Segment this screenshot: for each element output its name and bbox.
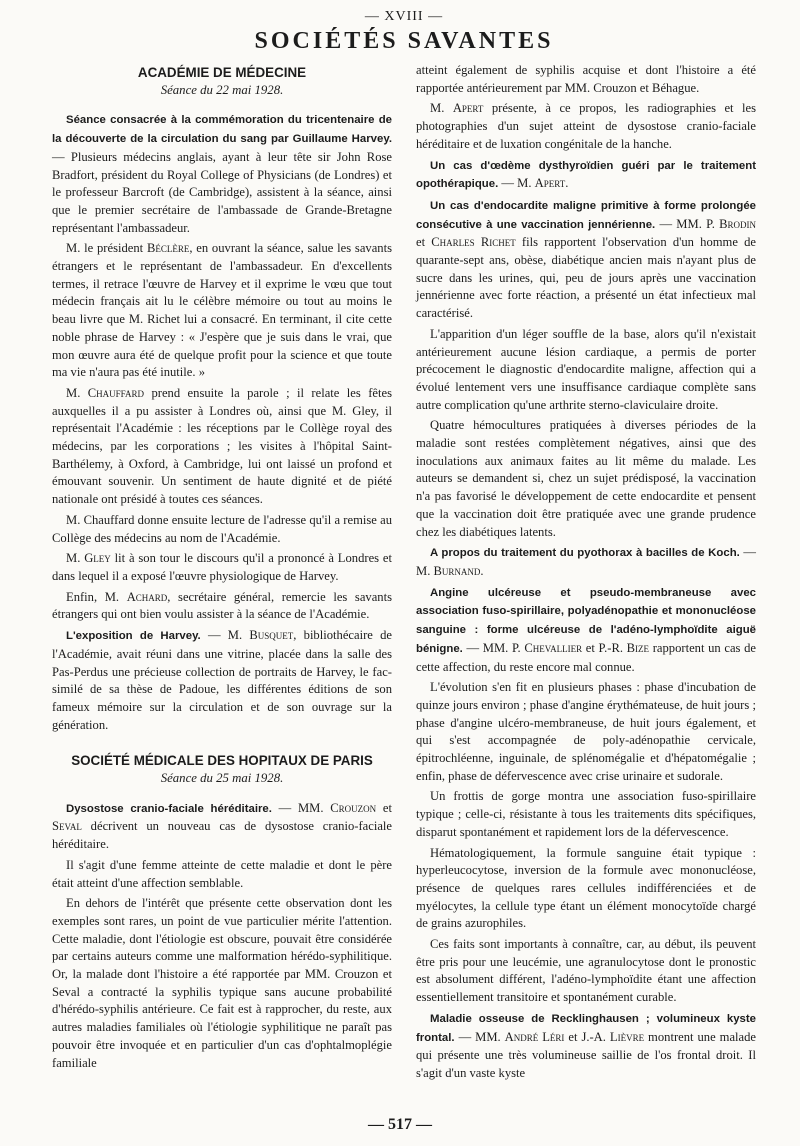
paragraph: Maladie osseuse de Recklinghausen ; volumineux kyste frontal. — MM. André Léri et J.-A. Lièvre montrent une malade qui présente une très volumineuse saillie de l'os frontal droit. Il s'agit d'un vaste kyste [416,1012,757,1080]
paragraph: Ces faits sont importants à connaître, car, au début, ils peuvent être pris pour une leucémie, une agranulocytose dont le pronostic est absolument différent, l'adéno-lymphoïdite étant une affection essentiellement transitoire et spontanément curable. [416,937,756,1005]
page-title: SOCIÉTÉS SAVANTES [254,28,554,54]
paragraph: A propos du traitement du pyothorax à bacilles de Koch. — M. Burnand. [416,545,757,578]
paragraph: Séance consacrée à la commémoration du tricentenaire de la découverte de la circulation du sang par Guillaume Harvey. — Plusieurs médecins anglais, ayant à leur tête sir John Rose Bradfort, président du Royal College of Physicians (de Londres) et le professeur Barcroft (de Cambridge), assistent à la séance, ainsi que le premier secrétaire de l'ambassade de Grande-Bretagne représentant l'ambassadeur. [52,114,392,235]
author-name: Béclère [146,241,190,256]
author-name: Apert [534,176,566,191]
paragraph: Un cas d'œdème dysthyroïdien guéri par le traitement opothérapique. — M. Apert. [416,159,756,191]
two-column-body [52,62,756,1086]
author-name: Achard [126,589,168,604]
paragraph: Angine ulcéreuse et pseudo-membraneuse avec association fuso-spirillaire, polyadénopathie et mononucléose sanguine : forme ulcéreuse de l'adéno-lymphoïdite aiguë bénigne. — MM. P. Chevallier et P.-R. Bize rapportent un cas de cette affection, du reste encore mal connue. [416,586,756,674]
paragraph: M. Chauffard prend ensuite la parole ; il relate les fêtes auxquelles il a pu assister à Londres où, ainsi que M. Gley, il représentait l'Académie : les réceptions par le Collège royal des médecins, par les corporations ; les visites à l'hôpital Saint-Barthélemy, à Oxford, à Cambridge, lui ont laissé un profond et émouvant souvenir. Un sentiment de haute dignité et de piété nationale ont présidé à toutes ces séances. [52,385,392,507]
author-name: Crouzon [330,800,377,815]
paragraph: M. Chauffard donne ensuite lecture de l'adresse qu'il a remise au Collège des médecins au nom de l'Académie. [52,512,392,545]
subject-heading: Maladie osseuse de Recklinghausen ; volumineux kyste frontal. [416,1012,756,1044]
author-name: Bize [626,640,650,655]
author-name: Chevallier [524,640,583,655]
paragraph: L'évolution s'en fit en plusieurs phases : phase d'incubation de quinze jours environ ; phase d'angine érythémateuse, de huit jours ; phase d'angine ulcéro-membraneuse, de huit jours également, et qui s'est accompagnée de poly-adénopathie cervicale, épitrochléenne, inguinale, de splénomégalie et d'hépatomégalie ; enfin, phase de défervescence avec crise urinaire et sudorale. [416,680,756,783]
running-head: — XVIII — [364,9,444,24]
paragraph: L'apparition d'un léger souffle de la base, alors qu'il n'existait antérieurement aucune lésion cardiaque, a permis de porter précocement le diagnostic d'endocardite maligne, affection qui a évolué lentement vers une insuffisance cardiaque complète sans autre complication qu'une arthrite sterno-claviculaire droite. [416,326,756,412]
paragraph: M. le président Béclère, en ouvrant la séance, salue les savants étrangers et le représentant de l'ambassadeur. En d'excellents termes, il retrace l'œuvre de Harvey et il exprime le vœu que tout médecin français ait lu le célèbre mémoire ou tout au moins le beau livre que M. Richet lui a consacré. En terminant, il cite cette noble phrase de Harvey : « J'espère que je suis dans le vrai, que mon œuvre aura été de quelque profit pour la science et que toute ma vie n'aura pas été inutile. » [52,241,393,380]
paragraph: M. Apert présente, à ce propos, les radiographies et les photographies d'un sujet atteint de dysostose cranio-faciale héréditaire et de luxation congénitale de la hanche. [416,101,756,151]
subject-heading: A propos du traitement du pyothorax à bacilles de Koch. [430,547,740,560]
paragraph: En dehors de l'intérêt que présente cette observation dont les exemples sont rares, un point de vue particulier mérite l'attention. Cette maladie, dont l'étiologie est obscure, pouvait être considérée par certains auteurs comme une malformation hérédo-syphilitique. Or, la malade dont l'histoire a été rapportée par MM. Crouzon et Seval a contracté la syphilis typique sans aucune probabilité d'hérédo-syphilis antérieure. Ce fait est à rapprocher, du reste, aux autres maladies familiales où l'étiologie syphilitique ne paraît pas pouvoir être invoquée et en particulier d'un cas d'ophtalmoplégie familiale [52,896,392,1070]
section-title-academie: ACADÉMIE DE MÉDECINE [137,65,307,80]
seance-date: Séance du 22 mai 1928. [160,82,284,97]
author-name: Chauffard [87,385,145,400]
paragraph: atteint également de syphilis acquise et dont l'histoire a été rapportée antérieurement par MM. Crouzon et Béhague. [416,63,756,95]
paragraph: Dysostose cranio-faciale héréditaire. — MM. Crouzon et Seval décrivent un nouveau cas de dysostose cranio-faciale héréditaire. [52,800,392,852]
subject-heading: Un cas d'œdème dysthyroïdien guéri par le traitement opothérapique. [416,159,756,191]
author-name: Charles Richet [431,235,516,250]
left-column [52,62,392,1086]
subject-heading: Dysostose cranio-faciale héréditaire. [66,802,272,815]
section-title-hopitaux: SOCIÉTÉ MÉDICALE DES HOPITAUX DE PARIS [71,753,373,769]
paragraph: Un frottis de gorge montra une association fuso-spirillaire typique ; celle-ci, résistante à tous les traitements dits spécifiques, disparut spontanément et rapidement lors de la défervescence. [416,789,756,839]
author-name: Apert [452,101,484,116]
subject-heading: L'exposition de Harvey. [66,630,201,643]
paragraph: Enfin, M. Achard, secrétaire général, remercie les savants étrangers qui ont bien voulu assister à la séance de l'Académie. [52,589,392,622]
paragraph: Hématologiquement, la formule sanguine était typique : hyperleucocytose, inversion de la formule avec mononucléose, présence de quelques rares cellules indifférenciées et de myélocytes, la cellule type étant un élément monocytoïde chargé de grains azurophiles. [416,845,756,931]
paragraph: Il s'agit d'une femme atteinte de cette maladie et dont le père était atteint d'une affection semblable. [52,857,392,890]
subject-heading: Un cas d'endocardite maligne primitive à forme prolongée consécutive à une vaccination jennérienne. [416,199,756,231]
author-name: Gley [84,551,111,566]
author-name: Lièvre [609,1029,645,1044]
paragraph: L'exposition de Harvey. — M. Busquet, bibliothécaire de l'Académie, avait réuni dans une vitrine, placée dans la salle des Pas-Perdus une précieuse collection de portraits de Harvey, le fac-similé de sa thèse de Padoue, les différentes éditions de son fameux mémoire sur la circulation et de son ouvrage sur la génération. [52,628,392,732]
author-name: Burnand [433,563,481,578]
author-name: Busquet [249,628,294,643]
subject-heading: Angine ulcéreuse et pseudo-membraneuse avec association fuso-spirillaire, polyadénopathie et mononucléose sanguine : forme ulcéreuse de l'adéno-lymphoïdite aiguë bénigne. [416,586,756,655]
right-column [416,62,756,1086]
author-name: Brodin [719,216,756,231]
paragraph: Un cas d'endocardite maligne primitive à forme prolongée consécutive à une vaccination jennérienne. — MM. P. Brodin et Charles Richet fils rapportent l'observation d'un homme de quarante-sept ans, obèse, diabétique ancien mais n'ayant plus de sucre dans les urines, qui, peu de jours après une vaccination jennérienne avec forte réaction, a présenté un état infectieux mal caractérisé. [416,199,756,321]
seance-date: Séance du 25 mai 1928. [160,771,284,786]
page-number: — 517 — [368,1116,432,1133]
author-name: Seval [52,819,82,834]
subject-heading: Séance consacrée à la commémoration du tricentenaire de la découverte de la circulation du sang par Guillaume Harvey. [52,114,392,146]
paragraph: M. Gley lit à son tour le discours qu'il a prononcé à Londres et dans lequel il a exposé l'œuvre physiologique de Harvey. [52,551,392,583]
author-name: André Léri [504,1029,565,1044]
paragraph: Quatre hémocultures pratiquées à diverses périodes de la maladie sont restées complètement négatives, ainsi que des inoculations aux animaux faites au lit même du malade. Les auteurs se demandent si, chez un sujet prédisposé, la vaccination n'a pas favorisé le développement de cette endocardite et pensent que la vaccination doit être pratiquée avec une grande prudence chez les diabétiques latents. [416,418,756,539]
